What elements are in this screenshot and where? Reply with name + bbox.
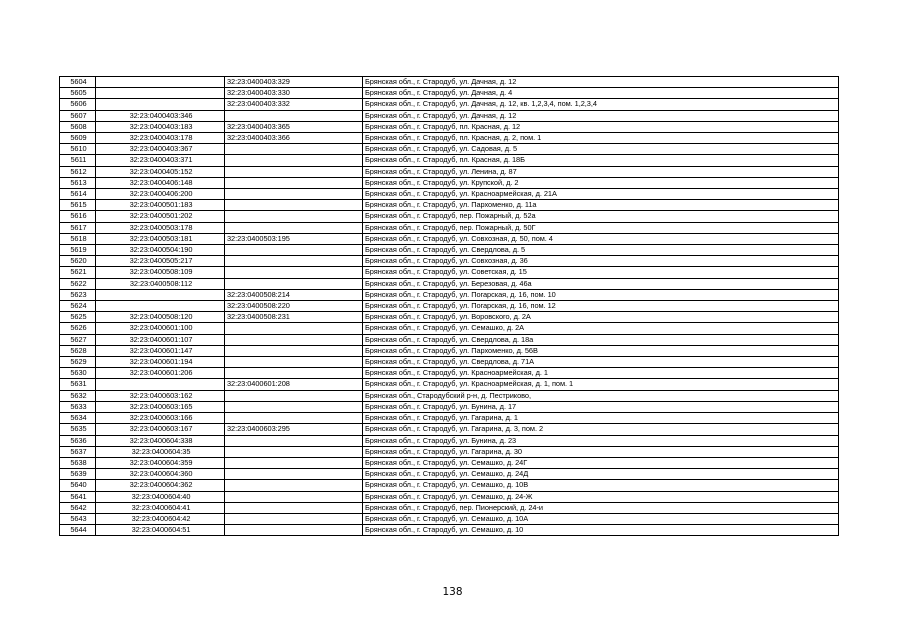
address-cell: Брянская обл., г. Стародуб, ул. Воровского, д. 2А (363, 312, 839, 323)
object-cadastral-number-cell (225, 211, 363, 222)
address-cell: Брянская обл., г. Стародуб, ул. Бунина, д. 23 (363, 435, 839, 446)
table-row (60, 457, 839, 468)
cadastral-number-cell: 32:23:0400406:148 (96, 177, 225, 188)
row-number-cell: 5621 (60, 267, 96, 278)
cadastral-number-cell: 32:23:0400508:120 (96, 312, 225, 323)
address-cell: Брянская обл., г. Стародуб, пл. Красная, д. 2, пом. 1 (363, 133, 839, 144)
table-row (60, 222, 839, 233)
table-row (60, 88, 839, 99)
table-row (60, 424, 839, 435)
address-cell: Брянская обл., г. Стародуб, ул. Семашко, д. 10А (363, 513, 839, 524)
cadastral-number-cell: 32:23:0400604:42 (96, 513, 225, 524)
object-cadastral-number-cell: 32:23:0400601:208 (225, 379, 363, 390)
object-cadastral-number-cell (225, 357, 363, 368)
address-cell: Брянская обл., г. Стародуб, ул. Березовая, д. 46а (363, 278, 839, 289)
object-cadastral-number-cell (225, 245, 363, 256)
address-cell: Брянская обл., г. Стародуб, ул. Семашко, д. 24Г (363, 457, 839, 468)
object-cadastral-number-cell (225, 502, 363, 513)
cadastral-number-cell: 32:23:0400505:217 (96, 256, 225, 267)
table-row (60, 357, 839, 368)
cadastral-number-cell (96, 77, 225, 88)
object-cadastral-number-cell (225, 334, 363, 345)
address-cell: Брянская обл., г. Стародуб, пл. Красная, д. 18Б (363, 155, 839, 166)
cadastral-number-cell: 32:23:0400601:100 (96, 323, 225, 334)
address-cell: Брянская обл., г. Стародуб, пер. Пионерский, д. 24-и (363, 502, 839, 513)
row-number-cell: 5617 (60, 222, 96, 233)
cadastral-number-cell: 32:23:0400508:109 (96, 267, 225, 278)
object-cadastral-number-cell: 32:23:0400603:295 (225, 424, 363, 435)
cadastral-number-cell: 32:23:0400603:165 (96, 401, 225, 412)
cadastral-number-cell: 32:23:0400604:40 (96, 491, 225, 502)
table-row (60, 278, 839, 289)
row-number-cell: 5614 (60, 189, 96, 200)
address-cell: Брянская обл., г. Стародуб, ул. Дачная, д. 12 (363, 110, 839, 121)
object-cadastral-number-cell: 32:23:0400403:332 (225, 99, 363, 110)
row-number-cell: 5610 (60, 144, 96, 155)
address-cell: Брянская обл., г. Стародуб, ул. Советская, д. 15 (363, 267, 839, 278)
address-cell: Брянская обл., г. Стародуб, ул. Совхозная, д. 50, пом. 4 (363, 233, 839, 244)
cadastral-number-cell: 32:23:0400601:107 (96, 334, 225, 345)
object-cadastral-number-cell: 32:23:0400508:231 (225, 312, 363, 323)
row-number-cell: 5628 (60, 345, 96, 356)
cadastral-number-cell: 32:23:0400504:190 (96, 245, 225, 256)
table-row (60, 177, 839, 188)
table-row (60, 413, 839, 424)
cadastral-number-cell: 32:23:0400403:183 (96, 121, 225, 132)
object-cadastral-number-cell: 32:23:0400503:195 (225, 233, 363, 244)
object-cadastral-number-cell (225, 446, 363, 457)
cadastral-number-cell: 32:23:0400601:147 (96, 345, 225, 356)
row-number-cell: 5638 (60, 457, 96, 468)
cadastral-number-cell: 32:23:0400604:362 (96, 480, 225, 491)
row-number-cell: 5620 (60, 256, 96, 267)
object-cadastral-number-cell (225, 222, 363, 233)
cadastral-number-cell: 32:23:0400604:360 (96, 469, 225, 480)
row-number-cell: 5634 (60, 413, 96, 424)
cadastral-number-cell: 32:23:0400403:367 (96, 144, 225, 155)
row-number-cell: 5618 (60, 233, 96, 244)
table-row (60, 99, 839, 110)
row-number-cell: 5639 (60, 469, 96, 480)
address-cell: Брянская обл., г. Стародуб, пл. Красная, д. 12 (363, 121, 839, 132)
address-cell: Брянская обл., г. Стародуб, пер. Пожарный, д. 52а (363, 211, 839, 222)
object-cadastral-number-cell (225, 480, 363, 491)
cadastral-number-cell: 32:23:0400603:167 (96, 424, 225, 435)
address-cell: Брянская обл., г. Стародуб, ул. Семашко, д. 2А (363, 323, 839, 334)
cadastral-number-cell: 32:23:0400603:166 (96, 413, 225, 424)
address-cell: Брянская обл., г. Стародуб, ул. Гагарина, д. 1 (363, 413, 839, 424)
object-cadastral-number-cell (225, 200, 363, 211)
object-cadastral-number-cell (225, 155, 363, 166)
address-cell: Брянская обл., г. Стародуб, ул. Семашко, д. 10В (363, 480, 839, 491)
address-cell: Брянская обл., г. Стародуб, ул. Крупской, д. 2 (363, 177, 839, 188)
table-row (60, 144, 839, 155)
object-cadastral-number-cell (225, 457, 363, 468)
table-row (60, 379, 839, 390)
address-cell: Брянская обл., г. Стародуб, пер. Пожарный, д. 50Г (363, 222, 839, 233)
object-cadastral-number-cell (225, 267, 363, 278)
table-row (60, 211, 839, 222)
cadastral-number-cell: 32:23:0400604:359 (96, 457, 225, 468)
object-cadastral-number-cell (225, 513, 363, 524)
object-cadastral-number-cell (225, 390, 363, 401)
table-row (60, 345, 839, 356)
object-cadastral-number-cell (225, 177, 363, 188)
row-number-cell: 5622 (60, 278, 96, 289)
row-number-cell: 5632 (60, 390, 96, 401)
table-row (60, 289, 839, 300)
table-row (60, 189, 839, 200)
cadastral-number-cell: 32:23:0400403:346 (96, 110, 225, 121)
table-row (60, 491, 839, 502)
object-cadastral-number-cell: 32:23:0400403:329 (225, 77, 363, 88)
address-cell: Брянская обл., г. Стародуб, ул. Дачная, д. 12 (363, 77, 839, 88)
table-row (60, 133, 839, 144)
address-cell: Брянская обл., г. Стародуб, ул. Красноармейская, д. 1 (363, 368, 839, 379)
row-number-cell: 5624 (60, 301, 96, 312)
object-cadastral-number-cell (225, 166, 363, 177)
table-row (60, 121, 839, 132)
table-row (60, 480, 839, 491)
table-row (60, 469, 839, 480)
cadastral-number-cell: 32:23:0400508:112 (96, 278, 225, 289)
object-cadastral-number-cell (225, 345, 363, 356)
cadastral-number-cell (96, 301, 225, 312)
row-number-cell: 5641 (60, 491, 96, 502)
object-cadastral-number-cell (225, 525, 363, 536)
table-row (60, 312, 839, 323)
cadastral-number-cell: 32:23:0400405:152 (96, 166, 225, 177)
object-cadastral-number-cell: 32:23:0400403:366 (225, 133, 363, 144)
address-cell: Брянская обл., Стародубский р-н, д. Пестриково, (363, 390, 839, 401)
cadastral-number-cell (96, 88, 225, 99)
row-number-cell: 5644 (60, 525, 96, 536)
page-number: 138 (442, 586, 463, 598)
address-cell: Брянская обл., г. Стародуб, ул. Семашко, д. 24-Ж (363, 491, 839, 502)
row-number-cell: 5604 (60, 77, 96, 88)
row-number-cell: 5606 (60, 99, 96, 110)
row-number-cell: 5630 (60, 368, 96, 379)
cadastral-number-cell (96, 289, 225, 300)
address-cell: Брянская обл., г. Стародуб, ул. Гагарина, д. 3, пом. 2 (363, 424, 839, 435)
table-row (60, 323, 839, 334)
cadastral-number-cell: 32:23:0400603:162 (96, 390, 225, 401)
row-number-cell: 5626 (60, 323, 96, 334)
row-number-cell: 5619 (60, 245, 96, 256)
address-cell: Брянская обл., г. Стародуб, ул. Погарская, д. 16, пом. 12 (363, 301, 839, 312)
cadastral-number-cell: 32:23:0400601:206 (96, 368, 225, 379)
address-cell: Брянская обл., г. Стародуб, ул. Погарская, д. 16, пом. 10 (363, 289, 839, 300)
table-row (60, 368, 839, 379)
object-cadastral-number-cell (225, 491, 363, 502)
object-cadastral-number-cell (225, 144, 363, 155)
table-row (60, 77, 839, 88)
address-cell: Брянская обл., г. Стародуб, ул. Свердлова, д. 18а (363, 334, 839, 345)
table-row (60, 233, 839, 244)
object-cadastral-number-cell (225, 401, 363, 412)
row-number-cell: 5608 (60, 121, 96, 132)
cadastral-number-cell: 32:23:0400501:202 (96, 211, 225, 222)
table-row (60, 513, 839, 524)
cadastral-number-cell (96, 99, 225, 110)
table-row (60, 401, 839, 412)
row-number-cell: 5615 (60, 200, 96, 211)
row-number-cell: 5616 (60, 211, 96, 222)
cadastral-number-cell: 32:23:0400604:35 (96, 446, 225, 457)
row-number-cell: 5642 (60, 502, 96, 513)
cadastral-number-cell: 32:23:0400604:338 (96, 435, 225, 446)
object-cadastral-number-cell: 32:23:0400403:365 (225, 121, 363, 132)
row-number-cell: 5627 (60, 334, 96, 345)
table-row (60, 446, 839, 457)
object-cadastral-number-cell (225, 413, 363, 424)
row-number-cell: 5623 (60, 289, 96, 300)
address-cell: Брянская обл., г. Стародуб, ул. Дачная, д. 4 (363, 88, 839, 99)
row-number-cell: 5607 (60, 110, 96, 121)
address-cell: Брянская обл., г. Стародуб, ул. Садовая, д. 5 (363, 144, 839, 155)
row-number-cell: 5611 (60, 155, 96, 166)
table-row (60, 334, 839, 345)
table-row (60, 256, 839, 267)
address-cell: Брянская обл., г. Стародуб, ул. Семашко, д. 10 (363, 525, 839, 536)
cadastral-number-cell: 32:23:0400406:200 (96, 189, 225, 200)
row-number-cell: 5640 (60, 480, 96, 491)
table-row (60, 525, 839, 536)
address-cell: Брянская обл., г. Стародуб, ул. Дачная, д. 12, кв. 1,2,3,4, пом. 1,2,3,4 (363, 99, 839, 110)
table-row (60, 390, 839, 401)
table-row (60, 267, 839, 278)
row-number-cell: 5633 (60, 401, 96, 412)
table-row (60, 245, 839, 256)
row-number-cell: 5605 (60, 88, 96, 99)
object-cadastral-number-cell (225, 278, 363, 289)
registry-table-body (60, 77, 839, 536)
object-cadastral-number-cell: 32:23:0400508:220 (225, 301, 363, 312)
row-number-cell: 5631 (60, 379, 96, 390)
object-cadastral-number-cell (225, 110, 363, 121)
cadastral-number-cell (96, 379, 225, 390)
address-cell: Брянская обл., г. Стародуб, ул. Красноармейская, д. 21А (363, 189, 839, 200)
address-cell: Брянская обл., г. Стародуб, ул. Пархоменко, д. 56В (363, 345, 839, 356)
address-cell: Брянская обл., г. Стародуб, ул. Свердлова, д. 5 (363, 245, 839, 256)
row-number-cell: 5612 (60, 166, 96, 177)
cadastral-number-cell: 32:23:0400604:41 (96, 502, 225, 513)
row-number-cell: 5637 (60, 446, 96, 457)
table-row (60, 502, 839, 513)
table-row (60, 301, 839, 312)
object-cadastral-number-cell (225, 469, 363, 480)
address-cell: Брянская обл., г. Стародуб, ул. Гагарина, д. 30 (363, 446, 839, 457)
row-number-cell: 5609 (60, 133, 96, 144)
row-number-cell: 5625 (60, 312, 96, 323)
row-number-cell: 5636 (60, 435, 96, 446)
cadastral-number-cell: 32:23:0400403:178 (96, 133, 225, 144)
cadastral-number-cell: 32:23:0400503:178 (96, 222, 225, 233)
row-number-cell: 5643 (60, 513, 96, 524)
object-cadastral-number-cell (225, 189, 363, 200)
cadastral-number-cell: 32:23:0400503:181 (96, 233, 225, 244)
object-cadastral-number-cell (225, 256, 363, 267)
address-cell: Брянская обл., г. Стародуб, ул. Красноармейская, д. 1, пом. 1 (363, 379, 839, 390)
address-cell: Брянская обл., г. Стародуб, ул. Свердлова, д. 71А (363, 357, 839, 368)
object-cadastral-number-cell (225, 435, 363, 446)
address-cell: Брянская обл., г. Стародуб, ул. Ленина, д. 87 (363, 166, 839, 177)
address-cell: Брянская обл., г. Стародуб, ул. Совхозная, д. 36 (363, 256, 839, 267)
row-number-cell: 5613 (60, 177, 96, 188)
object-cadastral-number-cell (225, 368, 363, 379)
table-row (60, 110, 839, 121)
table-row (60, 435, 839, 446)
row-number-cell: 5629 (60, 357, 96, 368)
property-registry-table (59, 76, 839, 536)
address-cell: Брянская обл., г. Стародуб, ул. Пархоменко, д. 11а (363, 200, 839, 211)
address-cell: Брянская обл., г. Стародуб, ул. Бунина, д. 17 (363, 401, 839, 412)
table-row (60, 155, 839, 166)
row-number-cell: 5635 (60, 424, 96, 435)
table-row (60, 166, 839, 177)
object-cadastral-number-cell (225, 323, 363, 334)
cadastral-number-cell: 32:23:0400501:183 (96, 200, 225, 211)
table-row (60, 200, 839, 211)
address-cell: Брянская обл., г. Стародуб, ул. Семашко, д. 24Д (363, 469, 839, 480)
cadastral-number-cell: 32:23:0400601:194 (96, 357, 225, 368)
cadastral-number-cell: 32:23:0400403:371 (96, 155, 225, 166)
object-cadastral-number-cell: 32:23:0400508:214 (225, 289, 363, 300)
cadastral-number-cell: 32:23:0400604:51 (96, 525, 225, 536)
object-cadastral-number-cell: 32:23:0400403:330 (225, 88, 363, 99)
